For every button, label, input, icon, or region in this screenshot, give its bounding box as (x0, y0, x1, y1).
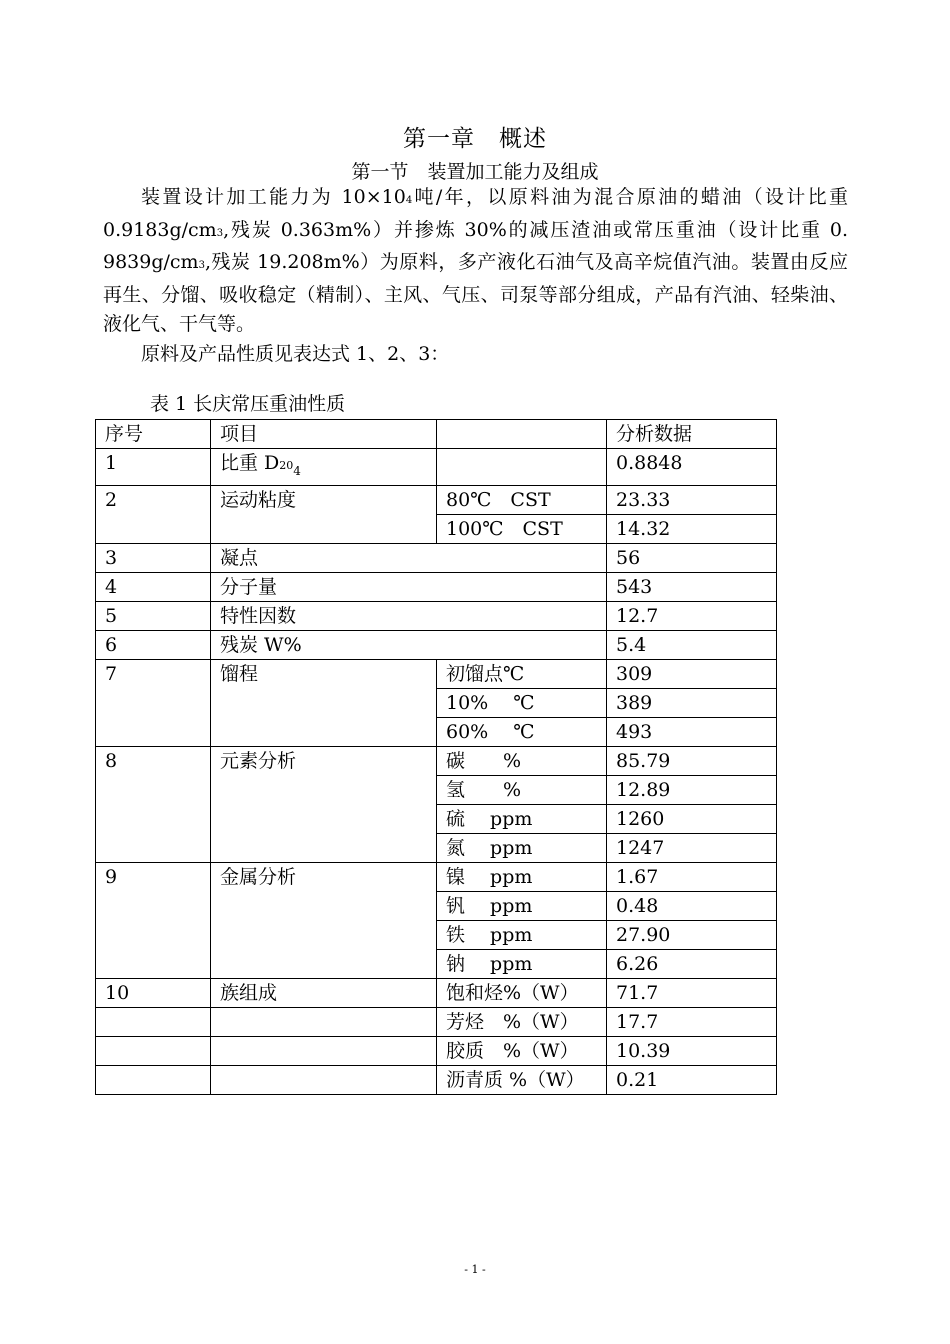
item-cell: 元素分析 (211, 747, 437, 863)
table-row (96, 544, 777, 573)
value-cell: 493 (607, 718, 777, 747)
value-cell: 71.7 (607, 979, 777, 1008)
table-row (96, 1066, 777, 1095)
condition-cell: 铁 ppm (437, 921, 607, 950)
value-cell: 10.39 (607, 1037, 777, 1066)
row-number: 9 (96, 863, 211, 979)
intro-paragraph-1 (103, 183, 848, 340)
value-cell: 14.32 (607, 515, 777, 544)
condition-cell: 10% ℃ (437, 689, 607, 718)
row-number (96, 1037, 211, 1066)
condition-cell: 沥青质 %（W） (437, 1066, 607, 1095)
item-cell: 金属分析 (211, 863, 437, 979)
table-row (96, 573, 777, 602)
condition-cell: 硫 ppm (437, 805, 607, 834)
value-cell: 23.33 (607, 486, 777, 515)
row-number: 7 (96, 660, 211, 747)
condition-cell: 胶质 %（W） (437, 1037, 607, 1066)
table-row (96, 979, 777, 1008)
item-cell (211, 1037, 437, 1066)
item-text: 比重 D (220, 452, 280, 474)
table-caption: 表 1 长庆常压重油性质 (150, 393, 346, 415)
intro-p1-part-c: ,残炭 0.363m%）并掺炼 30%的减压渣油或常压重油（设计比重 0. 9839g/cm (103, 218, 848, 273)
item-cell: 运动粘度 (211, 486, 437, 544)
intro-p1-part-b: 吨/年，以原料油为混合原油的蜡油（设计比重 0.9183g/cm (103, 186, 848, 241)
item-cell: 残炭 W% (211, 631, 607, 660)
condition-cell: 初馏点℃ (437, 660, 607, 689)
row-number: 3 (96, 544, 211, 573)
table-row (96, 1008, 777, 1037)
condition-cell: 碳 % (437, 747, 607, 776)
value-cell: 0.48 (607, 892, 777, 921)
value-cell: 85.79 (607, 747, 777, 776)
item-cell: 族组成 (211, 979, 437, 1008)
item-sub: 20 (279, 459, 294, 472)
value-cell: 27.90 (607, 921, 777, 950)
item-sub2: 4 (293, 464, 301, 478)
table-row (96, 631, 777, 660)
table-row (96, 1037, 777, 1066)
row-number: 6 (96, 631, 211, 660)
table-row (96, 863, 777, 892)
row-number: 2 (96, 486, 211, 544)
table-row (96, 660, 777, 689)
item-cell: 特性因数 (211, 602, 607, 631)
value-cell: 0.21 (607, 1066, 777, 1095)
condition-cell: 饱和烃%（W） (437, 979, 607, 1008)
condition-cell: 镍 ppm (437, 863, 607, 892)
table-header-row (96, 420, 777, 449)
chapter-title: 第一章 概述 (403, 126, 547, 152)
item-cell: 分子量 (211, 573, 607, 602)
intro-p1-exp2: 3 (216, 227, 224, 239)
value-cell: 12.89 (607, 776, 777, 805)
item-cell (211, 449, 437, 486)
value-cell: 1.67 (607, 863, 777, 892)
value-cell: 389 (607, 689, 777, 718)
intro-p1-part-d: ,残炭 19.208m%）为原料，多产液化石油气及高辛烷值汽油。装置由反应再生、分馏、吸收稳定（精制）、主风、气压、司泵等部分组成，产品有汽油、轻柴油、液化气、干气等。 (103, 251, 848, 335)
value-cell: 17.7 (607, 1008, 777, 1037)
value-cell: 56 (607, 544, 777, 573)
row-number (96, 1008, 211, 1037)
table-row (96, 449, 777, 486)
value-cell: 0.8848 (607, 449, 777, 486)
header-cell (437, 420, 607, 449)
value-cell: 12.7 (607, 602, 777, 631)
value-cell: 6.26 (607, 950, 777, 979)
condition-cell: 氢 % (437, 776, 607, 805)
row-number: 5 (96, 602, 211, 631)
condition-cell: 氮 ppm (437, 834, 607, 863)
condition-cell: 钒 ppm (437, 892, 607, 921)
condition-cell: 钠 ppm (437, 950, 607, 979)
table-row (96, 486, 777, 515)
condition-cell: 100℃ CST (437, 515, 607, 544)
condition-cell: 60% ℃ (437, 718, 607, 747)
row-number: 1 (96, 449, 211, 486)
intro-paragraph-2: 原料及产品性质见表达式 1、2、3： (141, 342, 450, 365)
condition-cell (437, 449, 607, 486)
value-cell: 543 (607, 573, 777, 602)
row-number: 4 (96, 573, 211, 602)
intro-text (103, 183, 848, 369)
condition-cell: 芳烃 %（W） (437, 1008, 607, 1037)
row-number: 10 (96, 979, 211, 1008)
row-number (96, 1066, 211, 1095)
intro-p1-exp3: 3 (198, 260, 205, 271)
intro-p1-part-a: 装置设计加工能力为 10×10 (141, 186, 406, 208)
header-cell: 分析数据 (607, 420, 777, 449)
section-title: 第一节 装置加工能力及组成 (351, 161, 599, 183)
value-cell: 1260 (607, 805, 777, 834)
item-cell (211, 1008, 437, 1037)
item-cell: 馏程 (211, 660, 437, 747)
table-row (96, 747, 777, 776)
item-cell: 凝点 (211, 544, 607, 573)
properties-table (95, 419, 777, 1095)
value-cell: 1247 (607, 834, 777, 863)
intro-p1-exp1: 4 (405, 195, 413, 206)
item-cell (211, 1066, 437, 1095)
row-number: 8 (96, 747, 211, 863)
header-cell: 项目 (211, 420, 437, 449)
value-cell: 309 (607, 660, 777, 689)
value-cell: 5.4 (607, 631, 777, 660)
page-number: - 1 - (464, 1263, 486, 1276)
table-row (96, 602, 777, 631)
condition-cell: 80℃ CST (437, 486, 607, 515)
header-cell: 序号 (96, 420, 211, 449)
